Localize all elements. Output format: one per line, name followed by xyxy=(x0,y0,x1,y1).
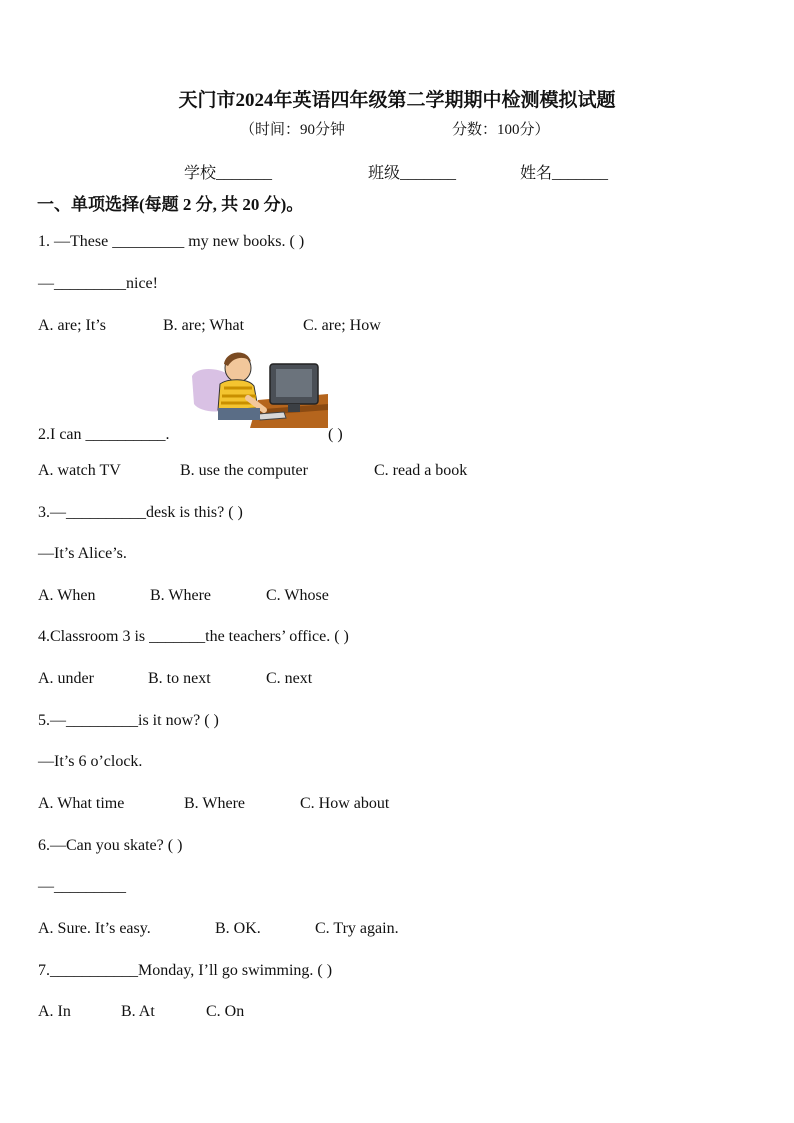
boy-using-computer-illustration xyxy=(188,348,330,428)
question-4-line-1: 4.Classroom 3 is _______the teachers’ office. ( ) xyxy=(38,628,349,645)
question-5-option-a: A. What time xyxy=(38,795,125,812)
question-2-answer-bracket: ( ) xyxy=(328,426,343,443)
question-6-option-c: C. Try again. xyxy=(315,920,399,937)
question-5-option-c: C. How about xyxy=(300,795,390,812)
question-3-option-c: C. Whose xyxy=(266,587,329,604)
question-7-option-b: B. At xyxy=(121,1003,155,1020)
question-6-line-2: —_________ xyxy=(38,878,126,895)
name-field: 姓名_______ xyxy=(520,165,609,182)
question-3-option-a: A. When xyxy=(38,587,96,604)
question-3-option-b: B. Where xyxy=(150,587,212,604)
question-2-option-b: B. use the computer xyxy=(180,462,308,479)
question-4-option-c: C. next xyxy=(266,670,313,687)
question-7-option-a: A. In xyxy=(38,1003,71,1020)
question-3-line-1: 3.—__________desk is this? ( ) xyxy=(38,504,243,521)
exam-score: 分数：100分） xyxy=(452,122,550,138)
page-title: 天门市2024年英语四年级第二学期期中检测模拟试题 xyxy=(178,90,616,111)
question-7-line-1: 7.___________Monday, I’ll go swimming. ( ) xyxy=(38,962,333,979)
question-6-option-a: A. Sure. It’s easy. xyxy=(38,920,151,937)
question-4-option-b: B. to next xyxy=(148,670,211,687)
question-5-option-b: B. Where xyxy=(184,795,246,812)
question-1-option-a: A. are; It’s xyxy=(38,317,106,334)
question-6-line-1: 6.—Can you skate? ( ) xyxy=(38,837,183,854)
question-2-option-a: A. watch TV xyxy=(38,462,121,479)
question-4-option-a: A. under xyxy=(38,670,94,687)
question-1-line-2: —_________nice! xyxy=(38,275,158,292)
question-2-line-1: 2.I can __________. xyxy=(38,426,170,443)
question-3-line-2: —It’s Alice’s. xyxy=(38,545,127,562)
question-2-option-c: C. read a book xyxy=(374,462,468,479)
question-5-line-2: —It’s 6 o’clock. xyxy=(38,753,143,770)
question-1-option-b: B. are; What xyxy=(163,317,245,334)
question-1-option-c: C. are; How xyxy=(303,317,381,334)
question-5-line-1: 5.—_________is it now? ( ) xyxy=(38,712,219,729)
question-1-line-1: 1. —These _________ my new books. ( ) xyxy=(38,233,305,250)
exam-time: （时间：90分钟 xyxy=(240,122,346,138)
class-field: 班级_______ xyxy=(368,165,457,182)
school-field: 学校_______ xyxy=(184,165,273,182)
section-title: 一、单项选择(每题 2 分, 共 20 分)。 xyxy=(37,195,304,214)
question-6-option-b: B. OK. xyxy=(215,920,261,937)
question-7-option-c: C. On xyxy=(206,1003,245,1020)
